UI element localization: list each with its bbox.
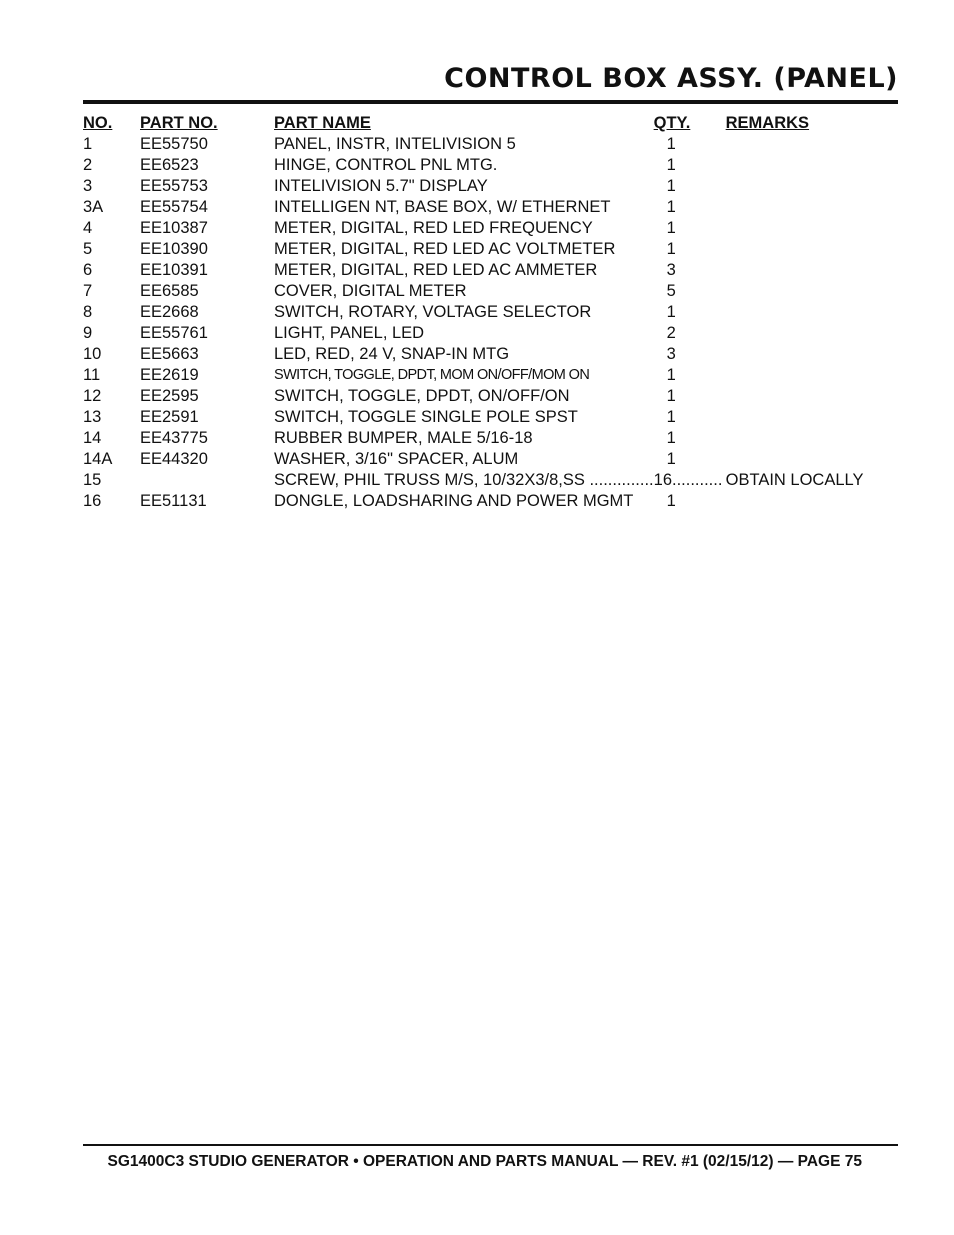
cell-no: 5 (83, 240, 93, 258)
cell-part-name: LIGHT, PANEL, LED (274, 324, 425, 342)
cell-part-no: EE2668 (140, 303, 199, 321)
cell-no: 1 (83, 135, 93, 153)
cell-remarks (726, 134, 926, 155)
cell-remarks (726, 344, 926, 365)
cell-no: 15 (83, 471, 102, 489)
cell-qty: 1 (666, 387, 676, 405)
cell-remarks (726, 155, 926, 176)
cell-part-name: SWITCH, TOGGLE, DPDT, MOM ON/OFF/MOM ON (274, 367, 590, 383)
cell-part-name: HINGE, CONTROL PNL MTG. (274, 156, 498, 174)
table-row (83, 449, 926, 470)
table-row (83, 197, 926, 218)
cell-part-no: EE10387 (140, 219, 208, 237)
cell-part-name: SWITCH, TOGGLE SINGLE POLE SPST (274, 408, 578, 426)
cell-part-no: EE51131 (140, 492, 207, 510)
cell-remarks (726, 176, 926, 197)
table-row (83, 281, 926, 302)
cell-part-name: METER, DIGITAL, RED LED FREQUENCY (274, 219, 593, 237)
table-row (83, 470, 926, 491)
cell-remarks (726, 323, 926, 344)
cell-no: 10 (83, 345, 102, 363)
cell-qty: 2 (666, 324, 676, 342)
cell-no: 14 (83, 429, 102, 447)
cell-qty: 1 (666, 240, 676, 258)
header-no: NO. (83, 114, 113, 132)
cell-qty: 1 (666, 429, 676, 447)
cell-part-name: COVER, DIGITAL METER (274, 282, 467, 300)
cell-remarks (726, 428, 926, 449)
table-row (83, 344, 926, 365)
cell-part-no: EE2595 (140, 387, 199, 405)
cell-no: 3A (83, 198, 104, 216)
cell-qty: 1 (666, 177, 676, 195)
table-row (83, 407, 926, 428)
cell-part-no: EE6585 (140, 282, 199, 300)
cell-no: 7 (83, 282, 93, 300)
page-footer: SG1400C3 STUDIO GENERATOR • OPERATION AND PARTS MANUAL — REV. #1 (02/15/12) — PAGE 75 (107, 1153, 862, 1170)
cell-no: 13 (83, 408, 102, 426)
header-remarks: REMARKS (725, 114, 810, 132)
cell-part-name: INTELIVISION 5.7" DISPLAY (274, 177, 488, 195)
cell-part-no: EE2591 (140, 408, 199, 426)
cell-part-name: METER, DIGITAL, RED LED AC VOLTMETER (274, 240, 616, 258)
parts-table (83, 113, 926, 512)
cell-no: 6 (83, 261, 93, 279)
cell-no: 8 (83, 303, 93, 321)
table-header-row (83, 113, 926, 134)
cell-part-no: EE55761 (140, 324, 208, 342)
cell-qty: 3 (666, 261, 676, 279)
cell-remarks: OBTAIN LOCALLY (725, 471, 864, 489)
cell-qty: 1 (666, 198, 676, 216)
cell-qty: 1 (666, 303, 676, 321)
table-row (83, 218, 926, 239)
footer-divider (83, 1144, 898, 1146)
cell-remarks (726, 239, 926, 260)
header-part-name: PART NAME (274, 114, 371, 132)
cell-part-no: EE55750 (140, 135, 208, 153)
table-row (83, 428, 926, 449)
cell-part-no: EE5663 (140, 345, 199, 363)
cell-part-name: PANEL, INSTR, INTELIVISION 5 (274, 135, 516, 153)
table-row (83, 260, 926, 281)
cell-qty: 5 (666, 282, 676, 300)
cell-qty: 1 (666, 366, 676, 384)
cell-qty: 1 (666, 408, 676, 426)
cell-remarks (726, 407, 926, 428)
cell-part-name: INTELLIGEN NT, BASE BOX, W/ ETHERNET (274, 198, 611, 216)
cell-no: 9 (83, 324, 93, 342)
cell-no: 14A (83, 450, 113, 468)
cell-part-no (140, 470, 274, 491)
cell-no: 16 (83, 492, 102, 510)
cell-remarks (726, 218, 926, 239)
cell-qty: 1 (666, 135, 676, 153)
table-row (83, 323, 926, 344)
cell-part-no: EE2619 (140, 366, 199, 384)
cell-qty: 1 (666, 219, 676, 237)
table-row (83, 134, 926, 155)
table-row (83, 491, 926, 512)
cell-part-no: EE55754 (140, 198, 208, 216)
cell-part-name: LED, RED, 24 V, SNAP-IN MTG (274, 345, 510, 363)
cell-part-no: EE6523 (140, 156, 199, 174)
table-row (83, 176, 926, 197)
page-title: CONTROL BOX ASSY. (PANEL) (444, 63, 898, 94)
cell-no: 3 (83, 177, 93, 195)
table-row (83, 302, 926, 323)
cell-qty: 1 (666, 450, 676, 468)
cell-qty: 1 (666, 156, 676, 174)
cell-part-name: SWITCH, ROTARY, VOLTAGE SELECTOR (274, 303, 592, 321)
cell-part-no: EE44320 (140, 450, 208, 468)
header-part-no: PART NO. (140, 114, 218, 132)
header-qty: QTY. (653, 114, 691, 132)
cell-part-no: EE10390 (140, 240, 208, 258)
cell-part-name: DONGLE, LOADSHARING AND POWER MGMT (274, 492, 634, 510)
cell-remarks (726, 281, 926, 302)
cell-part-name: RUBBER BUMPER, MALE 5/16-18 (274, 429, 533, 447)
table-row (83, 386, 926, 407)
cell-qty: 16........... (653, 471, 723, 489)
table-row (83, 239, 926, 260)
cell-part-no: EE10391 (140, 261, 208, 279)
cell-part-name: METER, DIGITAL, RED LED AC AMMETER (274, 261, 598, 279)
cell-part-no: EE55753 (140, 177, 208, 195)
table-row (83, 365, 926, 386)
table-row (83, 155, 926, 176)
cell-qty: 1 (666, 492, 676, 510)
cell-remarks (726, 197, 926, 218)
cell-remarks (726, 365, 926, 386)
cell-no: 12 (83, 387, 102, 405)
cell-part-name: WASHER, 3/16" SPACER, ALUM (274, 450, 519, 468)
cell-remarks (726, 449, 926, 470)
cell-part-no: EE43775 (140, 429, 208, 447)
cell-remarks (726, 491, 926, 512)
cell-no: 2 (83, 156, 93, 174)
cell-remarks (726, 260, 926, 281)
cell-remarks (726, 386, 926, 407)
cell-qty: 3 (666, 345, 676, 363)
cell-no: 4 (83, 219, 93, 237)
cell-no: 11 (83, 366, 101, 384)
cell-remarks (726, 302, 926, 323)
cell-part-name: SWITCH, TOGGLE, DPDT, ON/OFF/ON (274, 387, 570, 405)
cell-part-name: SCREW, PHIL TRUSS M/S, 10/32X3/8,SS .............. (274, 471, 654, 489)
title-divider (83, 100, 898, 104)
